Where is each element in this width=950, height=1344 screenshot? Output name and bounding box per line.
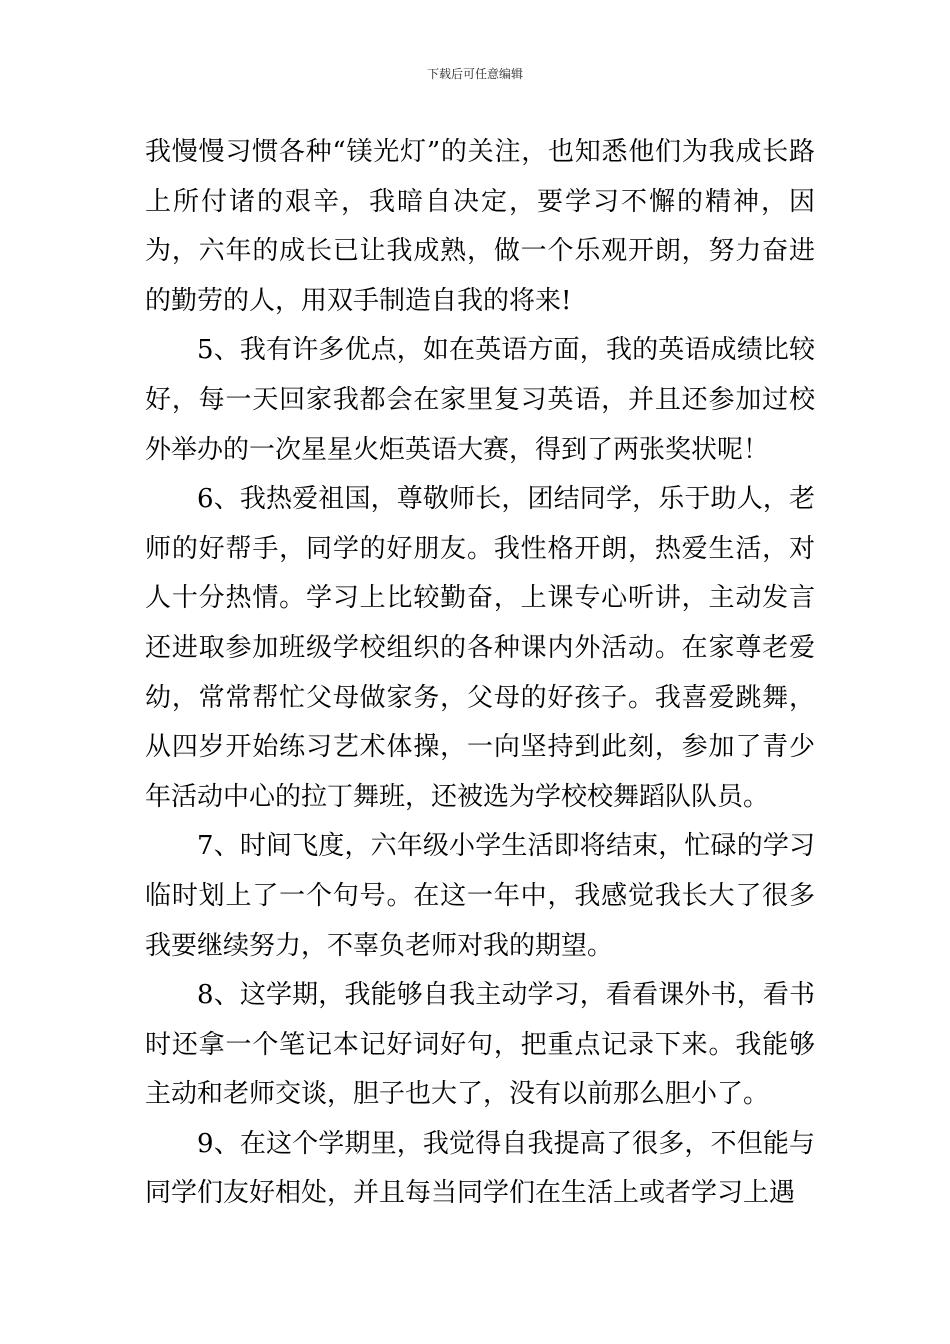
paragraph-item-6: 6、我热爱祖国，尊敬师长，团结同学，乐于助人，老师的好帮手，同学的好朋友。我性格开朗，热爱生活，对人十分热情。学习上比较勤奋，上课专心听讲，主动发言还进取参加班级学校组织的各种课内外活动。在家尊老爱幼，常常帮忙父母做家务，父母的好孩子。我喜爱跳舞，从四岁开始练习艺术体操，一向坚持到此刻，参加了青少年活动中心的拉丁舞班，还被选为学校校舞蹈队队员。 bbox=[145, 484, 815, 812]
paragraph-item-7: 7、时间飞度，六年级小学生活即将结束，忙碌的学习临时划上了一个句号。在这一年中，我感觉我长大了很多我要继续努力，不辜负老师对我的期望。 bbox=[145, 831, 815, 961]
page-header: 下载后可任意编辑 bbox=[426, 67, 523, 81]
paragraph-item-5: 5、我有许多优点，如在英语方面，我的英语成绩比较好，每一天回家我都会在家里复习英语，并且还参加过校外举办的一次星星火炬英语大赛，得到了两张奖状呢！ bbox=[145, 335, 815, 465]
paragraph-item-9: 9、在这个学期里，我觉得自我提高了很多，不但能与同学们友好相处，并且每当同学们在生活上或者学习上遇 bbox=[145, 1128, 815, 1209]
paragraph-continued: 我慢慢习惯各种“镁光灯”的关注，也知悉他们为我成长路上所付诸的艰辛，我暗自决定，要学习不懈的精神，因为，六年的成长已让我成熟，做一个乐观开朗，努力奋进的勤劳的人，用双手制造自我的将来! bbox=[145, 137, 815, 316]
paragraph-item-8: 8、这学期，我能够自我主动学习，看看课外书，看书时还拿一个笔记本记好词好句，把重点记录下来。我能够主动和老师交谈，胆子也大了，没有以前那么胆小了。 bbox=[145, 980, 815, 1110]
document-body bbox=[145, 128, 815, 1219]
